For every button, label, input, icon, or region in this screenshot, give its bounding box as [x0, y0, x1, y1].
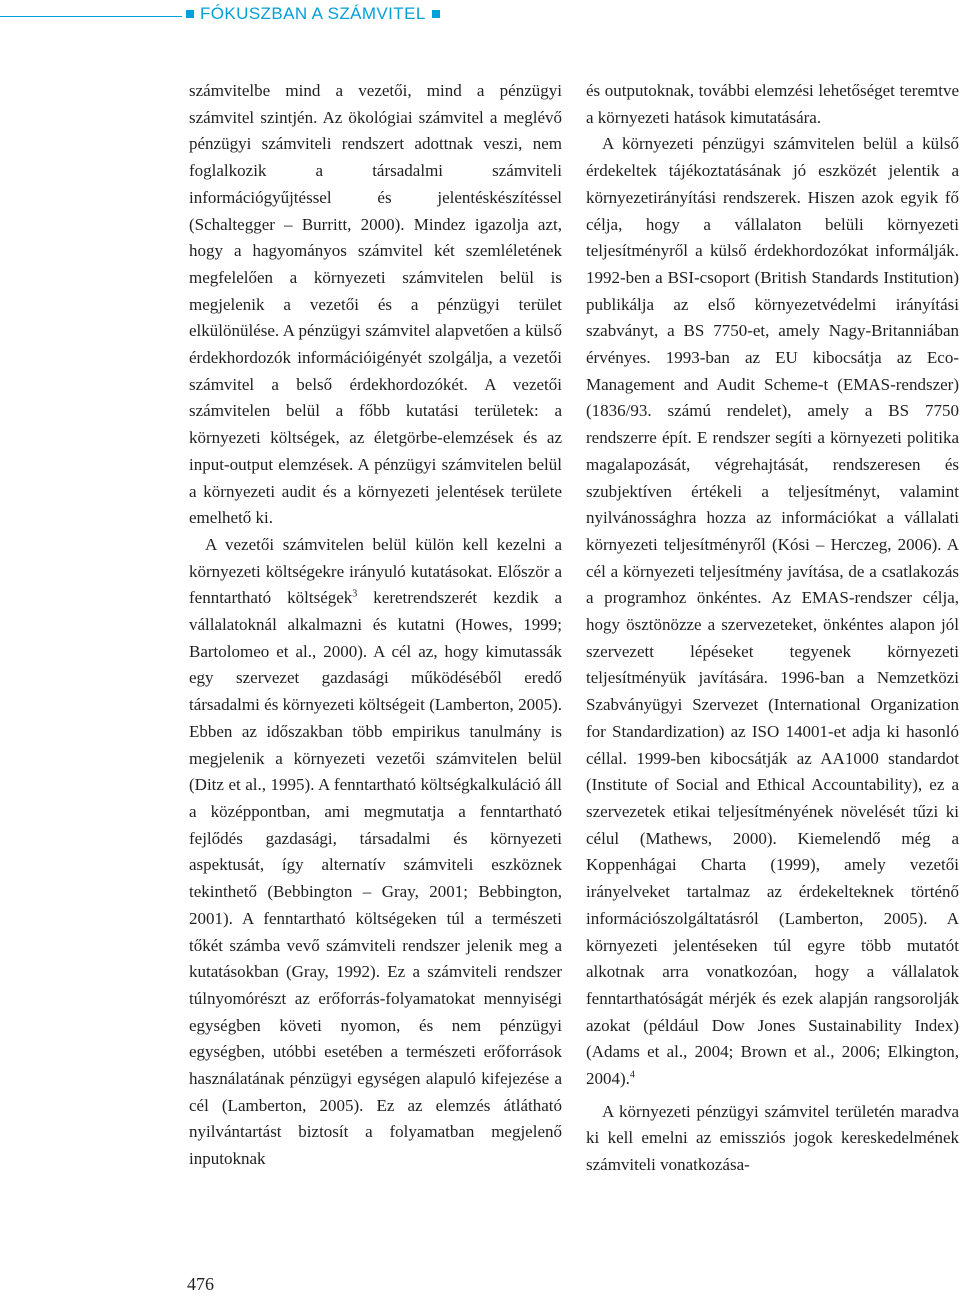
page-number: 476 [187, 1274, 214, 1294]
paragraph-text: A vezetői számvitelen belül külön kell kezelni a környezeti költségekre irányuló kutatásokat. Először a fenntartható költségek [189, 534, 562, 608]
paragraph: A környezeti pénzügyi számvitel területén maradva ki kell emelni az emissziós jogok kereskedelmének számviteli vonatkozása- [586, 1101, 959, 1175]
header-rule [0, 16, 182, 17]
running-header [0, 0, 960, 30]
paragraph [586, 131, 959, 1092]
paragraph: és outputoknak, további elemzési lehetőséget teremtve a környezeti hatások kimutatására. [586, 81, 959, 127]
paragraph [189, 532, 562, 1173]
footnote-ref: 3 [352, 588, 358, 600]
right-column [586, 78, 959, 1179]
paragraph: számvitelbe mind a vezetői, mind a pénzügyi számvitel szintjén. Az ökológiai számvitel a meglévő pénzügyi számviteli rendszert adottnak veszi, nem foglalkozik a társadalmi számviteli információgyűjtéssel és jelentéskészítéssel (Schaltegger – Burritt, 2000). Mindez igazolja azt, hogy a hagyományos számvitel két szemléletének megfelelően a környezeti számvitelen belül is megjelenik a vezetői és a pénzügyi terület elkülönülése. A pénzügyi számvitel alapvetően a külső érdekhordozók információigényét szolgálja, a vezetői számvitel a belső érdekhordozókét. A vezetői számvitelen belül a főbb kutatási területek: a környezeti költségek, az életgörbe-elemzések és az input-output elemzések. A pénzügyi számvitelen belül a környezeti audit és a környezeti jelentések területe emelhető ki. [189, 81, 562, 528]
section-title [180, 4, 446, 24]
paragraph-text: A környezeti pénzügyi számvitelen belül a külső érdekeltek tájékoztatásának jó eszközét jelentik a környezetirányítási rendszerek. Hiszen azok egyik fő célja, hogy a vállalaton belüli környezeti teljesítményről a külső érdekhordozókat informálják. 1992-ben a BSI-csoport (British Standards Institution) publikálja az első környezetvédelmi irányítási szabványt, a BS 7750-et, amely Nagy-Britanniában érvényes. 1993-ban az EU kibocsátja az Eco-Management and Audit Scheme-t (EMAS-rendszer) (1836/93. számú rendelet), amely a BS 7750 rendszerre épít. E rendszer segíti a környezeti politika magalapozását, végrehajtását, rendszeresen és szubjektíven értékeli a teljesítményt, valamint nyilvánossághra hozza az információkat a vállalati környezeti teljesítményről (Kósi – Herczeg, 2006). A cél a környezeti teljesítmény javítása, de a csatlakozás a programhoz önkéntes. Az EMAS-rendszer célja, hogy ösztönözze a szervezeteket, önkéntes alapon jól szervezett lépéseket tegyenek környezeti teljesítményük javítására. 1996-ban a Nemzetközi Szabványügyi Szervezet (International Organization for Standardization) az ISO 14001-et adja ki hasonló céllal. 1999-ben kibocsátják az AA1000 standardot (Institute of Social and Ethical Accountability), ez a szervezetek etikai teljesítményének növelését tűzi ki célul (Mathews, 2000). Kiemelendő még a Koppenhágai Charta (1999), amely vezetői irányelveket tartalmaz az érdekelteknek történő információszolgáltatásról (Lamberton, 2005). A környezeti jelentéseken túl egyre több mutatót alkotnak arra vonatkozóan, hogy a vállalatok fenntarthatóságát mérjék és ezek alapján rangsorolják azokat (például Dow Jones Sustainability Index) (Adams et al., 2004; Brown et al., 2006; Elkington, 2004). [586, 134, 959, 1089]
paragraph-text: keretrendszerét kezdik a vállalatoknál alkalmazni és kutatni (Howes, 1999; Bartolomeo et al., 2000). A cél az, hogy kimutassák egy szervezet gazdasági működéséből eredő társadalmi és környezeti költségeit (Lamberton, 2005). Ebben az időszakban több empirikus tanulmány is megjelenik a környezeti vezetői számvitelen belül (Ditz et al., 1995). A fenntartható költségkalkuláció áll a középpontban, ami megmutatja a fenntartható fejlődés gazdasági, társadalmi és környezeti aspektusát, így alternatív számviteli eszköznek tekinthető (Bebbington – Gray, 2001; Bebbington, 2001). A fenntartható költségeken túl a természeti tőkét számba vevő számviteli rendszer jelenik meg a kutatásokban (Gray, 1992). Ez a számviteli rendszer túlnyomórészt az erőforrás-folyamatokat mennyiségi egységben követi nyomon, és nem pénzügyi egységben, utóbbi esetében a természeti erőforrások használatának pénzügyi egységen alapuló kifejezése a cél (Lamberton, 2005). Ez az elemzés átlátható nyilvántartást biztosít a folyamatban megjelenő inputoknak [189, 588, 562, 1169]
footnote-ref: 4 [629, 1069, 635, 1081]
square-bullet-icon [432, 10, 440, 18]
square-bullet-icon [186, 10, 194, 18]
section-title-text: FÓKUSZBAN A SZÁMVITEL [200, 4, 426, 23]
left-column [189, 78, 562, 1173]
